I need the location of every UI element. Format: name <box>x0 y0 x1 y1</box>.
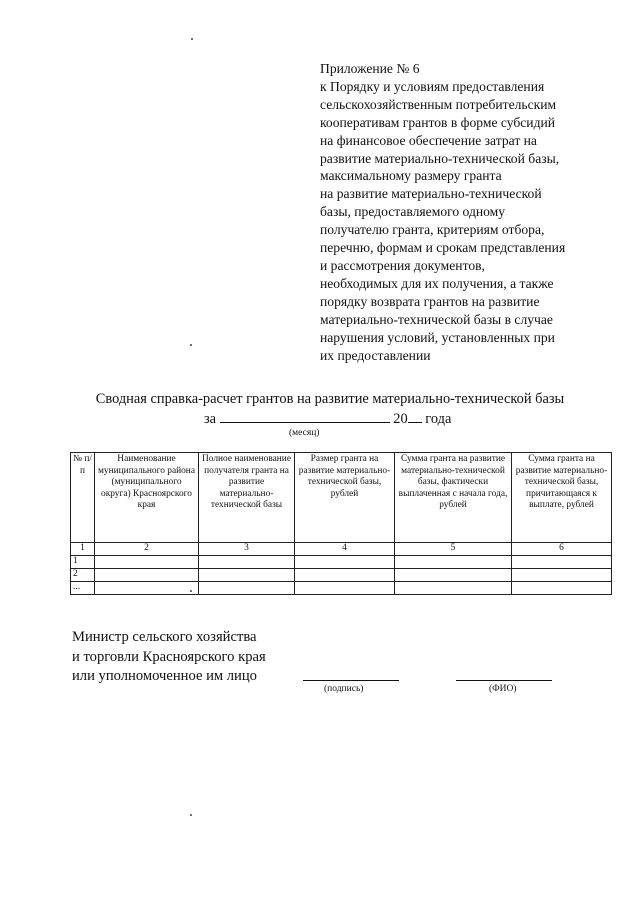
appendix-line: кооперативам грантов в форме субсидий <box>320 114 556 130</box>
header-paid-amount: Сумма гранта на развитие материально-технической базы, фактически выплаченная с начала года, рублей <box>395 453 512 543</box>
table-cell <box>199 569 295 582</box>
signer-line: или уполномоченное им лицо <box>72 668 257 685</box>
row-label: 2 <box>71 569 95 582</box>
year-prefix: 20 <box>393 411 408 427</box>
column-number: 1 <box>71 543 95 556</box>
document-title: Сводная справка-расчет грантов на развитие материально-технической базы <box>95 391 565 407</box>
column-number-row <box>71 543 612 556</box>
table-cell <box>395 556 512 569</box>
appendix-block <box>320 60 610 364</box>
table-row <box>71 569 612 582</box>
name-caption: (ФИО) <box>489 684 517 694</box>
period-prefix: за <box>204 411 217 427</box>
table-cell <box>199 582 295 595</box>
signature-line <box>303 680 399 681</box>
name-line <box>456 680 552 681</box>
year-blank <box>408 410 422 423</box>
header-number: № п/п <box>71 453 95 543</box>
appendix-line: базы, предоставляемого одному <box>320 204 506 220</box>
month-blank <box>220 410 390 423</box>
appendix-line: на развитие материально-технической <box>320 186 542 202</box>
appendix-line: необходимых для их получения, а также <box>320 275 554 291</box>
column-number: 3 <box>199 543 295 556</box>
signer-line: и торговли Красноярского края <box>72 648 266 665</box>
grants-table <box>70 452 612 595</box>
table-cell <box>295 556 395 569</box>
appendix-line: максимальному размеру гранта <box>320 168 502 184</box>
scan-speck <box>190 344 192 346</box>
table-cell <box>512 582 612 595</box>
column-number: 5 <box>395 543 512 556</box>
appendix-line: развитие материально-технической базы, <box>320 150 560 166</box>
signer-line: Министр сельского хозяйства <box>72 629 257 645</box>
appendix-line: их предоставлении <box>320 347 431 363</box>
row-label: 1 <box>71 556 95 569</box>
table-row <box>71 582 612 595</box>
appendix-line: материально-технической базы в случае <box>320 311 553 327</box>
row-label: ... <box>71 582 95 595</box>
table-cell <box>95 582 199 595</box>
period-line <box>204 410 451 428</box>
appendix-line: перечню, формам и срокам представления <box>320 240 566 256</box>
column-number: 4 <box>295 543 395 556</box>
column-number: 6 <box>512 543 612 556</box>
appendix-line: получателю гранта, критериям отбора, <box>320 222 545 238</box>
header-recipient: Полное наименование получателя гранта на развитие материально-технической базы <box>199 453 295 543</box>
header-due-amount: Сумма гранта на развитие материально-технической базы, причитающаяся к выплате, рублей <box>512 453 612 543</box>
table-header-row <box>71 453 612 543</box>
table-cell <box>512 569 612 582</box>
table-cell <box>95 569 199 582</box>
appendix-line: и рассмотрения документов, <box>320 257 485 273</box>
appendix-line: Приложение № 6 <box>320 61 420 76</box>
table-cell <box>95 556 199 569</box>
appendix-line: нарушения условий, установленных при <box>320 329 555 345</box>
appendix-line: к Порядку и условиям предоставления <box>320 78 545 94</box>
scan-speck <box>190 814 192 816</box>
table-row <box>71 556 612 569</box>
signer-block <box>72 628 266 687</box>
table-cell <box>295 582 395 595</box>
table-cell <box>512 556 612 569</box>
appendix-line: сельскохозяйственным потребительским <box>320 96 557 112</box>
scan-speck <box>191 38 193 40</box>
signature-caption: (подпись) <box>324 684 364 694</box>
month-hint: (месяц) <box>289 428 320 438</box>
header-district: Наименование муниципального района (муниципального округа) Красноярского края <box>95 453 199 543</box>
appendix-line: порядку возврата грантов на развитие <box>320 293 540 309</box>
table-cell <box>295 569 395 582</box>
period-suffix: года <box>425 411 452 427</box>
column-number: 2 <box>95 543 199 556</box>
appendix-line: на финансовое обеспечение затрат на <box>320 132 537 148</box>
table-cell <box>395 569 512 582</box>
header-grant-size: Размер гранта на развитие материально-технической базы, рублей <box>295 453 395 543</box>
table-cell <box>199 556 295 569</box>
scan-speck <box>190 590 192 592</box>
table-cell <box>395 582 512 595</box>
